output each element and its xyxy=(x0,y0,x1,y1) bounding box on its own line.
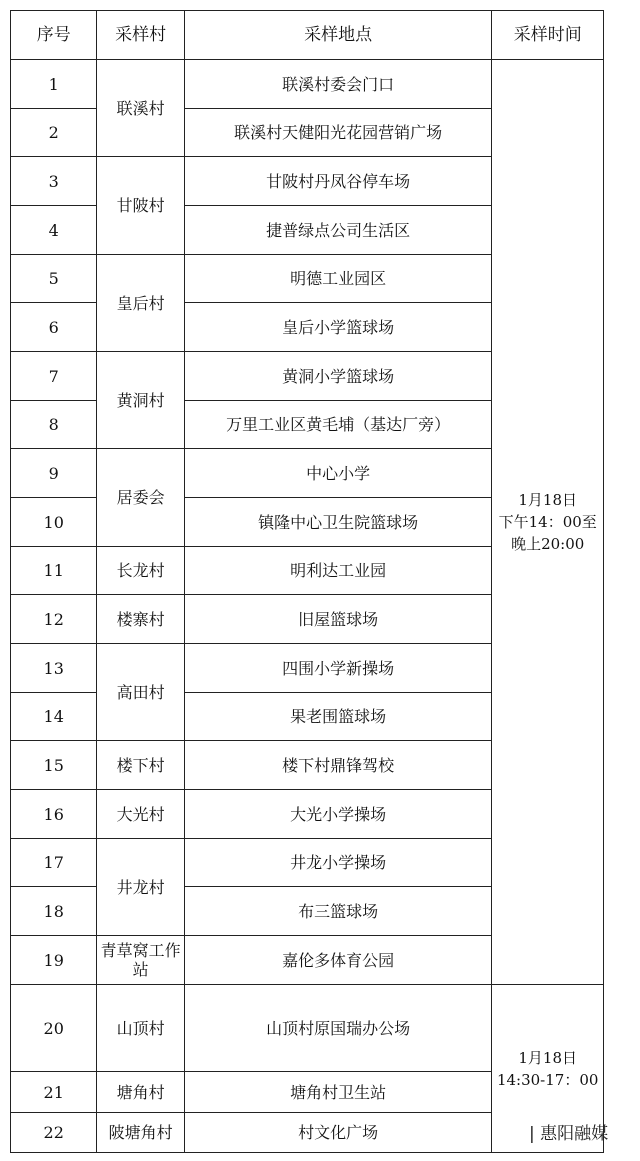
site-cell: 联溪村天健阳光花园营销广场 xyxy=(184,109,492,157)
village-cell: 楼下村 xyxy=(97,741,184,790)
time-cell: 1月18日 下午14：00至 晚上20:00 xyxy=(492,60,604,985)
site-cell: 明利达工业园 xyxy=(184,547,492,595)
row-number: 15 xyxy=(11,741,97,790)
row-number: 22 xyxy=(11,1113,97,1153)
row-number: 3 xyxy=(11,157,97,206)
site-cell: 旧屋篮球场 xyxy=(184,595,492,644)
village-cell: 皇后村 xyxy=(97,255,184,352)
site-cell: 嘉伦多体育公园 xyxy=(184,936,492,985)
row-number: 18 xyxy=(11,887,97,936)
site-cell: 井龙小学操场 xyxy=(184,839,492,887)
watermark-text: | 惠阳融媒 xyxy=(529,1124,609,1144)
site-cell: 果老围篮球场 xyxy=(184,693,492,741)
row-number: 13 xyxy=(11,644,97,693)
row-number: 9 xyxy=(11,449,97,498)
site-cell: 万里工业区黄毛埔（基达厂旁） xyxy=(184,401,492,449)
village-cell: 长龙村 xyxy=(97,547,184,595)
sampling-table xyxy=(10,10,604,1153)
site-cell: 捷普绿点公司生活区 xyxy=(184,206,492,255)
village-cell: 陂塘角村 xyxy=(97,1113,184,1153)
site-cell: 中心小学 xyxy=(184,449,492,498)
village-cell: 大光村 xyxy=(97,790,184,839)
site-cell: 山顶村原国瑞办公场 xyxy=(184,985,492,1072)
row-number: 2 xyxy=(11,109,97,157)
site-cell: 村文化广场 xyxy=(184,1113,492,1153)
time-cell: 1月18日 14:30-17：00 xyxy=(492,985,604,1153)
village-cell: 联溪村 xyxy=(97,60,184,157)
site-cell: 皇后小学篮球场 xyxy=(184,303,492,352)
site-cell: 四围小学新操场 xyxy=(184,644,492,693)
row-number: 14 xyxy=(11,693,97,741)
row-number: 1 xyxy=(11,60,97,109)
row-number: 19 xyxy=(11,936,97,985)
row-number: 10 xyxy=(11,498,97,547)
row-number: 5 xyxy=(11,255,97,303)
village-cell: 黄洞村 xyxy=(97,352,184,449)
village-cell: 山顶村 xyxy=(97,985,184,1072)
row-number: 8 xyxy=(11,401,97,449)
table-row xyxy=(11,985,604,1072)
site-cell: 甘陂村丹凤谷停车场 xyxy=(184,157,492,206)
village-cell: 甘陂村 xyxy=(97,157,184,255)
row-number: 4 xyxy=(11,206,97,255)
site-cell: 黄洞小学篮球场 xyxy=(184,352,492,401)
row-number: 20 xyxy=(11,985,97,1072)
row-number: 16 xyxy=(11,790,97,839)
village-cell: 青草窝工作站 xyxy=(97,936,184,985)
header-cell: 采样地点 xyxy=(184,11,492,60)
village-cell: 居委会 xyxy=(97,449,184,547)
header-row xyxy=(11,11,604,60)
village-cell: 井龙村 xyxy=(97,839,184,936)
site-cell: 明德工业园区 xyxy=(184,255,492,303)
site-cell: 镇隆中心卫生院篮球场 xyxy=(184,498,492,547)
header-cell: 采样时间 xyxy=(492,11,604,60)
site-cell: 大光小学操场 xyxy=(184,790,492,839)
village-cell: 楼寨村 xyxy=(97,595,184,644)
site-cell: 布三篮球场 xyxy=(184,887,492,936)
row-number: 11 xyxy=(11,547,97,595)
site-cell: 楼下村鼎锋驾校 xyxy=(184,741,492,790)
header-cell: 序号 xyxy=(11,11,97,60)
row-number: 6 xyxy=(11,303,97,352)
site-cell: 塘角村卫生站 xyxy=(184,1072,492,1113)
village-cell: 高田村 xyxy=(97,644,184,741)
row-number: 17 xyxy=(11,839,97,887)
site-cell: 联溪村委会门口 xyxy=(184,60,492,109)
header-cell: 采样村 xyxy=(97,11,184,60)
row-number: 7 xyxy=(11,352,97,401)
village-cell: 塘角村 xyxy=(97,1072,184,1113)
row-number: 12 xyxy=(11,595,97,644)
row-number: 21 xyxy=(11,1072,97,1113)
table-row xyxy=(11,60,604,109)
